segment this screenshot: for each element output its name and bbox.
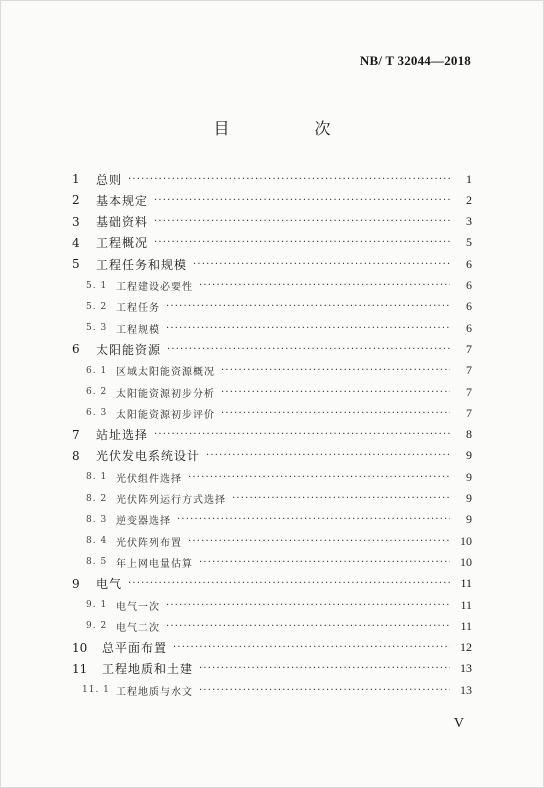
dot-leader xyxy=(154,216,450,227)
toc-entry-page: 13 xyxy=(460,661,472,676)
toc-entry-number: 9. 2 xyxy=(86,621,108,632)
toc-entry-page: 9 xyxy=(466,469,472,484)
toc-entry[interactable] xyxy=(70,170,472,188)
toc-subentry[interactable] xyxy=(70,298,472,316)
dot-leader xyxy=(232,493,450,504)
toc-entry-number: 8. 1 xyxy=(86,472,108,483)
toc-entry-label: 工程地质与水文 xyxy=(116,686,193,698)
dot-leader xyxy=(199,557,450,568)
toc-entry[interactable] xyxy=(70,447,472,465)
toc-entry-page: 1 xyxy=(466,171,472,186)
toc-entry-page: 7 xyxy=(466,384,472,399)
dot-leader xyxy=(173,642,450,653)
dot-leader xyxy=(166,323,450,334)
toc-entry-number: 5. 2 xyxy=(86,301,108,312)
toc-entry-page: 3 xyxy=(466,214,472,229)
toc-entry[interactable] xyxy=(70,660,472,678)
toc-entry-number: 6. 2 xyxy=(86,387,108,397)
toc-subentry[interactable] xyxy=(70,468,472,486)
toc-entry-number: 11 xyxy=(72,661,88,676)
toc-subentry[interactable] xyxy=(70,362,472,380)
toc-entry-page: 7 xyxy=(466,405,472,420)
toc-entry[interactable] xyxy=(70,426,472,444)
toc-entry-number: 5. 3 xyxy=(86,323,108,334)
toc-subentry[interactable] xyxy=(70,383,472,401)
toc-entry[interactable] xyxy=(70,234,472,252)
dot-leader xyxy=(199,663,450,674)
toc-subentry[interactable] xyxy=(70,553,472,571)
toc-entry[interactable] xyxy=(70,255,472,273)
toc-entry[interactable] xyxy=(70,340,472,358)
toc-entry[interactable] xyxy=(70,575,472,593)
dot-leader xyxy=(167,344,450,355)
toc-entry-number: 11. 1 xyxy=(82,685,110,696)
toc-entry-label: 逆变器选择 xyxy=(116,516,171,528)
toc-entry-number: 8. 4 xyxy=(86,536,108,547)
toc-entry-page: 7 xyxy=(466,341,472,356)
toc-entry-label: 光伏发电系统设计 xyxy=(96,449,201,464)
toc-entry-number: 6 xyxy=(72,342,80,357)
toc-entry-number: 4 xyxy=(72,235,80,250)
toc-entry-label: 太阳能资源初步分析 xyxy=(116,388,215,400)
dot-leader xyxy=(221,387,450,398)
toc-entry-page: 11 xyxy=(460,597,472,612)
toc-entry-label: 站址选择 xyxy=(96,428,149,443)
toc-entry-page: 9 xyxy=(466,491,472,505)
toc-entry-label: 光伏组件选择 xyxy=(116,473,182,485)
dot-leader xyxy=(166,301,450,312)
toc-entry-label: 工程任务 xyxy=(116,303,160,315)
toc-entry-label: 光伏阵列布置 xyxy=(116,537,182,549)
toc-entry-label: 年上网电量估算 xyxy=(116,558,193,570)
toc-subentry[interactable] xyxy=(70,532,472,550)
dot-leader xyxy=(188,536,450,547)
toc-entry[interactable] xyxy=(70,191,472,209)
toc-entry[interactable] xyxy=(70,639,472,657)
dot-leader xyxy=(206,450,450,461)
toc-subentry[interactable] xyxy=(70,277,472,295)
toc-entry-label: 工程建设必要性 xyxy=(116,282,193,293)
toc-entry-page: 7 xyxy=(466,363,472,378)
page-number: V xyxy=(453,716,464,731)
toc-entry-number: 3 xyxy=(72,214,80,229)
toc-entry-label: 太阳能资源初步评价 xyxy=(116,409,215,421)
toc-subentry[interactable] xyxy=(70,404,472,422)
toc-entry-page: 2 xyxy=(466,192,472,207)
dot-leader xyxy=(128,578,450,589)
toc-entry-page: 9 xyxy=(466,512,472,527)
dot-leader xyxy=(188,472,450,483)
dot-leader xyxy=(128,174,450,185)
toc-entry-number: 6. 1 xyxy=(86,365,108,376)
dot-leader xyxy=(154,237,450,248)
toc-entry-number: 7 xyxy=(72,427,80,442)
toc-entry[interactable] xyxy=(70,213,472,231)
toc-subentry[interactable] xyxy=(70,511,472,529)
toc-entry-page: 6 xyxy=(466,256,472,271)
toc-entry-page: 5 xyxy=(466,235,472,250)
toc-entry-page: 9 xyxy=(466,448,472,463)
toc-entry-page: 8 xyxy=(466,427,472,442)
dot-leader xyxy=(166,621,450,632)
toc-entry-number: 8 xyxy=(72,448,80,463)
toc-subentry[interactable] xyxy=(70,617,472,635)
toc-subentry[interactable] xyxy=(70,319,472,337)
toc-entry-label: 工程概况 xyxy=(96,236,149,251)
toc-entry-label: 总平面布置 xyxy=(102,641,168,656)
toc-entry-label: 工程地质和土建 xyxy=(102,662,194,677)
toc-entry-number: 10 xyxy=(72,640,88,655)
toc-entry-page: 13 xyxy=(460,682,472,697)
toc-entry-page: 10 xyxy=(460,533,472,548)
toc-entry-label: 基本规定 xyxy=(96,193,149,208)
toc-entry-page: 6 xyxy=(466,299,472,314)
toc-entry-number: 5. 1 xyxy=(86,280,108,291)
dot-leader xyxy=(199,685,450,696)
toc-entry-number: 2 xyxy=(72,193,80,208)
dot-leader xyxy=(166,600,450,611)
toc-entry-page: 6 xyxy=(466,320,472,335)
toc-entry-label: 工程规模 xyxy=(116,324,160,336)
toc-entry-number: 9 xyxy=(72,576,80,591)
toc-entry-number: 6. 3 xyxy=(86,408,108,419)
toc-entry-number: 8. 5 xyxy=(86,557,108,568)
toc-subentry[interactable] xyxy=(70,681,472,699)
dot-leader xyxy=(154,429,450,440)
dot-leader xyxy=(177,514,450,525)
dot-leader xyxy=(221,408,450,419)
toc-entry-page: 11 xyxy=(460,576,472,591)
toc-entry-number: 5 xyxy=(72,257,80,272)
toc-entry-label: 区域太阳能资源概况 xyxy=(116,367,215,379)
toc-entry-label: 工程任务和规模 xyxy=(96,257,188,272)
toc-subentry[interactable] xyxy=(70,490,472,508)
dot-leader xyxy=(154,195,450,206)
page-title: 目 次 xyxy=(213,119,371,138)
toc-entry-page: 10 xyxy=(460,554,472,569)
toc-entry-page: 12 xyxy=(460,640,472,655)
dot-leader xyxy=(199,280,450,291)
dot-leader xyxy=(193,259,450,270)
dot-leader xyxy=(221,365,450,376)
toc-entry-label: 电气二次 xyxy=(116,622,160,634)
toc-entry-number: 8. 2 xyxy=(86,493,108,504)
toc-entry-label: 电气 xyxy=(96,577,123,592)
toc-entry-label: 基础资料 xyxy=(96,215,149,230)
toc-entry-label: 总则 xyxy=(96,172,123,187)
toc-entry-page: 11 xyxy=(460,618,472,633)
toc-entry-number: 8. 3 xyxy=(86,514,108,525)
toc-subentry[interactable] xyxy=(70,596,472,614)
toc-entry-number: 9. 1 xyxy=(86,600,108,610)
toc-entry-page: 6 xyxy=(466,278,472,292)
toc-entry-label: 光伏阵列运行方式选择 xyxy=(116,495,226,506)
toc-entry-label: 太阳能资源 xyxy=(96,342,162,357)
standard-code: NB/ T 32044—2018 xyxy=(359,53,471,68)
toc-entry-number: 1 xyxy=(72,172,80,186)
toc-entry-label: 电气一次 xyxy=(116,601,160,613)
